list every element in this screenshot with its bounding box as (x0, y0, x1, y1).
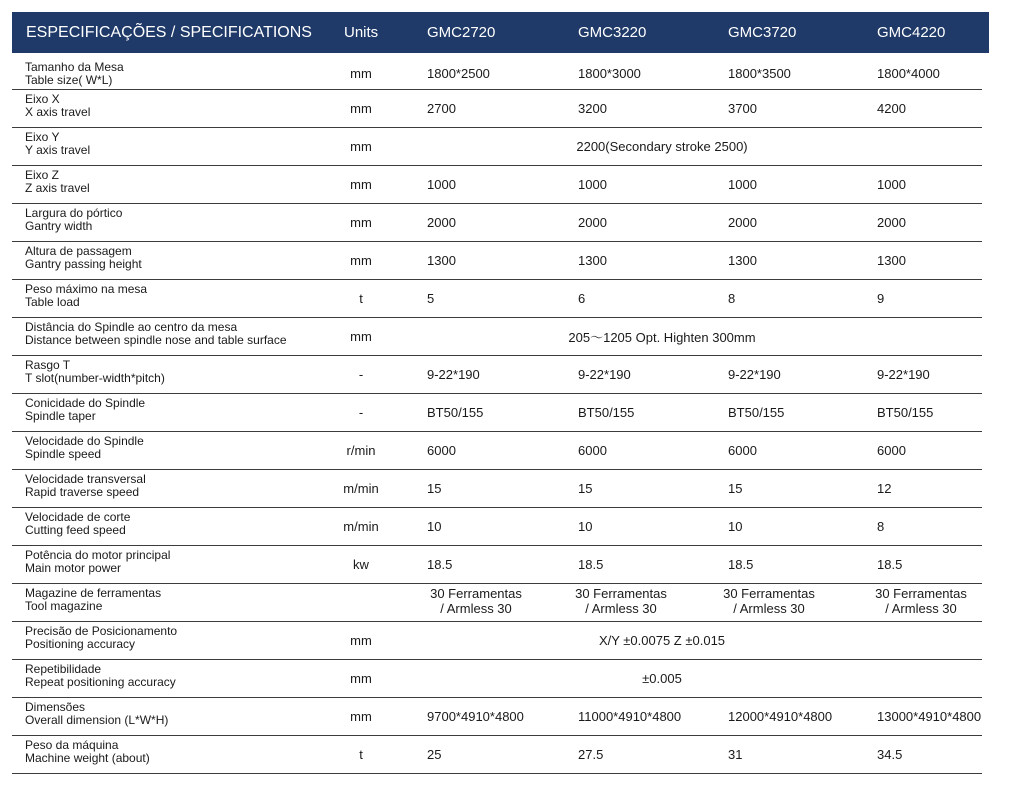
spec-value: 11000*4910*4800 (578, 709, 682, 724)
table-row (12, 280, 982, 318)
spec-label-pt: Dimensões (25, 700, 86, 714)
spec-label-en: Repeat positioning accuracy (25, 675, 176, 689)
spec-units (330, 584, 392, 621)
spec-value: 1300 (427, 253, 456, 268)
spec-value: 27.5 (578, 747, 604, 762)
spec-value-merged: X/Y ±0.0075 Z ±0.015 (598, 633, 726, 648)
spec-units: mm (350, 65, 372, 81)
spec-value: 18.5 (578, 557, 604, 572)
spec-label (25, 169, 345, 195)
spec-units: t (359, 291, 363, 306)
spec-label-pt: Eixo X (25, 92, 60, 106)
spec-value: 15 (578, 481, 593, 496)
spec-value-merged: ±0.005 (642, 671, 682, 686)
spec-value: 1000 (728, 177, 757, 192)
spec-label-pt: Potência do motor principal (25, 548, 171, 562)
spec-value: 18.5 (427, 557, 453, 572)
spec-value: 9-22*190 (578, 367, 631, 382)
spec-value: 12 (877, 481, 892, 496)
spec-value: 6000 (578, 443, 607, 458)
tool-line-1: 30 Ferramentas (430, 586, 522, 601)
spec-value: BT50/155 (728, 405, 785, 420)
header-model-1: GMC2720 (427, 24, 496, 41)
spec-units: mm (350, 215, 372, 230)
spec-value: 1800*3500 (728, 65, 791, 81)
spec-value: 25 (427, 747, 442, 762)
spec-units: mm (350, 253, 372, 268)
spec-label-pt: Rasgo T (25, 358, 71, 372)
spec-value: 8 (877, 519, 885, 534)
spec-label-pt: Eixo Z (25, 168, 60, 182)
spec-units: mm (350, 101, 372, 116)
spec-value: 18.5 (877, 557, 903, 572)
spec-value: 2000 (728, 215, 757, 230)
spec-label-pt: Eixo Y (25, 130, 60, 144)
spec-label-en: Machine weight (about) (25, 751, 150, 765)
spec-value: 6000 (427, 443, 456, 458)
spec-value: 31 (728, 747, 743, 762)
table-row (12, 660, 982, 698)
spec-value: 9-22*190 (877, 367, 930, 382)
spec-value: 6 (578, 291, 586, 306)
table-row (12, 736, 982, 774)
spec-value: 6000 (728, 443, 757, 458)
table-row (12, 166, 982, 204)
spec-value: 9 (877, 291, 885, 306)
spec-label-en: Spindle taper (25, 409, 96, 423)
spec-label-en: Positioning accuracy (25, 637, 136, 651)
header-model-2: GMC3220 (578, 24, 647, 41)
spec-value: 1800*2500 (427, 65, 490, 81)
header-model-4: GMC4220 (877, 24, 946, 41)
spec-label-pt: Magazine de ferramentas (25, 586, 162, 600)
spec-units: mm (350, 329, 372, 344)
spec-units: mm (350, 139, 372, 154)
spec-label (25, 283, 345, 309)
spec-label-pt: Distância do Spindle ao centro da mesa (25, 320, 238, 334)
spec-label-en: Gantry width (25, 219, 93, 233)
spec-label-pt: Velocidade de corte (25, 510, 131, 524)
spec-label (25, 473, 345, 499)
header-units: Units (344, 24, 379, 41)
spec-value: 34.5 (877, 747, 903, 762)
spec-label-en: Cutting feed speed (25, 523, 126, 537)
spec-table-body (12, 57, 982, 774)
spec-label-pt: Peso máximo na mesa (25, 282, 148, 296)
spec-label (25, 511, 345, 537)
spec-value: 1300 (578, 253, 607, 268)
spec-value: 15 (728, 481, 743, 496)
tool-line-2: / Armless 30 (440, 601, 512, 616)
table-row (12, 432, 982, 470)
spec-label-en: Spindle speed (25, 447, 102, 461)
spec-label (25, 245, 345, 271)
spec-units: mm (350, 177, 372, 192)
spec-value: 2000 (578, 215, 607, 230)
tool-line-2: / Armless 30 (585, 601, 657, 616)
table-row (12, 242, 982, 280)
spec-label (25, 739, 345, 765)
spec-label-pt: Tamanho da Mesa (25, 60, 124, 74)
spec-value: 8 (728, 291, 736, 306)
spec-units: mm (350, 671, 372, 686)
spec-label (25, 131, 345, 157)
spec-units: m/min (343, 481, 379, 496)
spec-value: 9-22*190 (728, 367, 781, 382)
spec-label-pt: Altura de passagem (25, 244, 132, 258)
spec-label-en: Tool magazine (25, 599, 103, 613)
spec-label-en: Main motor power (25, 561, 122, 575)
table-row (12, 90, 982, 128)
spec-value: 12000*4910*4800 (728, 709, 833, 724)
spec-label (25, 93, 345, 119)
spec-label (25, 701, 345, 727)
table-row (12, 508, 982, 546)
spec-units: mm (350, 709, 372, 724)
spec-label (25, 397, 345, 423)
spec-value: 18.5 (728, 557, 754, 572)
spec-label-en: Z axis travel (25, 181, 90, 195)
header-model-3: GMC3720 (728, 24, 797, 41)
spec-value: 15 (427, 481, 442, 496)
table-row (12, 128, 982, 166)
tool-line-1: 30 Ferramentas (875, 586, 967, 601)
tool-line-1: 30 Ferramentas (575, 586, 667, 601)
spec-value: 2000 (877, 215, 906, 230)
spec-units: t (359, 747, 363, 762)
spec-label-en: Distance between spindle nose and table surface (25, 333, 287, 347)
spec-value: 9-22*190 (427, 367, 480, 382)
spec-label-en: Rapid traverse speed (25, 485, 140, 499)
table-row (12, 356, 982, 394)
spec-value: BT50/155 (427, 405, 484, 420)
table-row (12, 698, 982, 736)
spec-units: m/min (343, 519, 379, 534)
spec-label-en: Gantry passing height (25, 257, 142, 271)
spec-label-en: Table load (25, 295, 80, 309)
table-row (12, 546, 982, 584)
spec-label-pt: Largura do pórtico (25, 206, 123, 220)
spec-value: 2700 (427, 101, 456, 116)
spec-label-pt: Velocidade do Spindle (25, 434, 144, 448)
spec-label (25, 435, 345, 461)
spec-value: 3200 (578, 101, 607, 116)
spec-value (865, 586, 977, 616)
table-row (12, 584, 982, 622)
header-specifications: ESPECIFICAÇÕES / SPECIFICATIONS (26, 24, 312, 41)
spec-value: 13000*4910*4800 (877, 709, 982, 724)
spec-value: 5 (427, 291, 435, 306)
spec-label-pt: Conicidade do Spindle (25, 396, 146, 410)
spec-value: 2000 (427, 215, 456, 230)
spec-label (25, 549, 345, 575)
spec-label (25, 60, 345, 87)
spec-label (25, 587, 345, 613)
spec-value: 1800*4000 (877, 65, 940, 81)
spec-value-merged: 205～1205 Opt. Highten 300mm (568, 330, 756, 345)
spec-value: 10 (427, 519, 442, 534)
spec-value: BT50/155 (578, 405, 635, 420)
table-row (12, 394, 982, 432)
spec-value (420, 586, 532, 616)
spec-label (25, 321, 345, 347)
table-row (12, 470, 982, 508)
tool-line-2: / Armless 30 (733, 601, 805, 616)
spec-units: kw (353, 557, 369, 572)
spec-value: 10 (578, 519, 593, 534)
spec-value: 3700 (728, 101, 757, 116)
spec-value: 1000 (427, 177, 456, 192)
spec-value (713, 586, 825, 616)
tool-line-2: / Armless 30 (885, 601, 957, 616)
spec-units: - (358, 405, 364, 420)
table-row (12, 622, 982, 660)
spec-value: 10 (728, 519, 743, 534)
spec-value: 9700*4910*4800 (427, 709, 524, 724)
spec-value-merged: 2200(Secondary stroke 2500) (576, 139, 748, 154)
table-header (12, 12, 989, 53)
spec-label (25, 207, 345, 233)
spec-value: 6000 (877, 443, 906, 458)
spec-value: 1300 (877, 253, 906, 268)
spec-label-pt: Peso da máquina (25, 738, 119, 752)
spec-value (565, 586, 677, 616)
spec-units: - (358, 367, 364, 382)
spec-value: 1300 (728, 253, 757, 268)
spec-value: BT50/155 (877, 405, 934, 420)
table-row (12, 204, 982, 242)
spec-label-pt: Repetibilidade (25, 662, 102, 676)
spec-label-pt: Velocidade transversal (25, 472, 146, 486)
spec-label-en: T slot(number-width*pitch) (25, 371, 165, 385)
spec-value: 1000 (578, 177, 607, 192)
spec-label-en: Overall dimension (L*W*H) (25, 713, 169, 727)
spec-units: r/min (346, 443, 376, 458)
spec-label-en: Y axis travel (25, 143, 91, 157)
table-row (12, 318, 982, 356)
spec-label-pt: Precisão de Posicionamento (25, 624, 178, 638)
spec-label-en: X axis travel (25, 105, 91, 119)
spec-label-en: Table size( W*L) (25, 73, 113, 87)
tool-line-1: 30 Ferramentas (723, 586, 815, 601)
spec-units: mm (350, 633, 372, 648)
spec-label (25, 359, 345, 385)
spec-value: 4200 (877, 101, 906, 116)
spec-value: 1800*3000 (578, 65, 641, 81)
spec-label (25, 663, 345, 689)
spec-value: 1000 (877, 177, 906, 192)
spec-label (25, 625, 345, 651)
table-row (12, 57, 982, 90)
